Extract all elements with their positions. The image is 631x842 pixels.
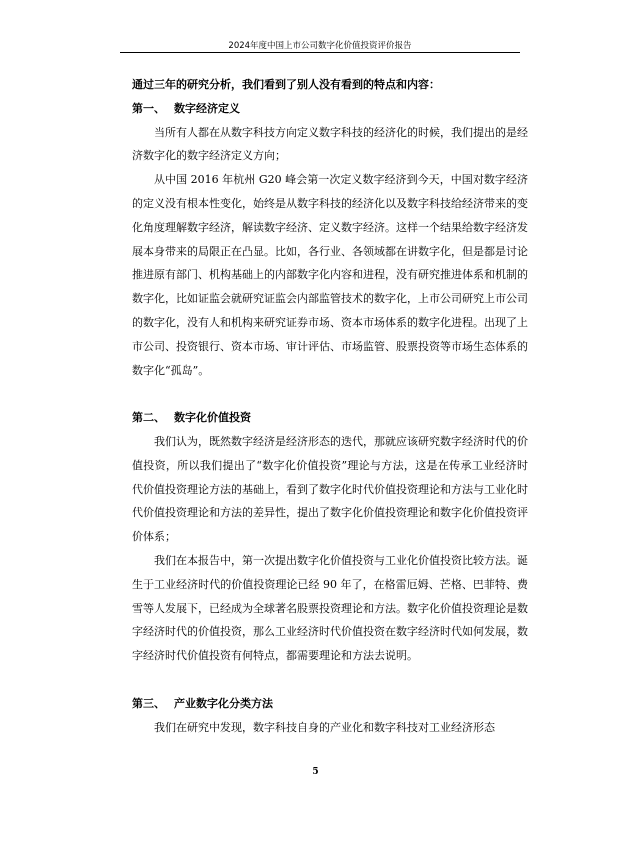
paragraph: 我们在研究中发现，数字科技自身的产业化和数字科技对工业经济形态 [154, 720, 495, 734]
section-number: 第三、 [132, 696, 165, 710]
section-spacer [132, 382, 528, 406]
section-number: 第一、 [132, 101, 165, 115]
section-spacer [132, 668, 528, 692]
section-heading [132, 406, 528, 430]
header-title: 2024年度中国上市公司数字化价值投资评价报告 [228, 41, 412, 51]
document-body [132, 73, 528, 739]
section-title: 数字化价值投资 [174, 411, 251, 425]
section-title: 产业数字化分类方法 [174, 696, 273, 710]
paragraph: 我们认为，既然数字经济是经济形态的迭代，那就应该研究数字经济时代的价值投资，所以我们提出了“数字化价值投资”理论与方法，这是在传承工业经济时代价值投资理论方法的基础上，看到了数字化时代价值投资理论和方法与工业化时代价值投资理论和方法的差异性，提出了数字化价值投资理论和数字化价值投资评价体系； [132, 434, 528, 544]
section-2 [132, 406, 528, 668]
section-heading [132, 97, 528, 121]
section-1 [132, 97, 528, 383]
intro-statement: 通过三年的研究分析，我们看到了别人没有看到的特点和内容： [132, 78, 440, 91]
section-3 [132, 692, 528, 740]
section-heading [132, 692, 528, 716]
page-number: 5 [312, 767, 319, 777]
section-title: 数字经济定义 [174, 101, 240, 115]
section-number: 第二、 [132, 411, 165, 425]
paragraph: 当所有人都在从数字科技方向定义数字科技的经济化的时候，我们提出的是经济数字化的数字经济定义方向； [132, 125, 528, 163]
paragraph: 我们在本报告中，第一次提出数字化价值投资与工业化价值投资比较方法。诞生于工业经济时代的价值投资理论已经 90 年了，在格雷厄姆、芒格、巴菲特、费雪等人发展下，已经成为全球著名股票投资理论和方法。数字化价值投资理论是数字经济时代的价值投资，那么工业经济时代价值投资在数字经济时代如何发展，数字经济时代价值投资有何特点，都需要理论和方法去说明。 [132, 553, 528, 663]
page-header [120, 30, 520, 53]
paragraph: 从中国 2016 年杭州 G20 峰会第一次定义数字经济到今天，中国对数字经济的定义没有根本性变化，始终是从数字科技的经济化以及数字科技给经济带来的变化角度理解数字经济，解读数字经济、定义数字经济。这样一个结果给数字经济发展本身带来的局限正在凸显。比如，各行业、各领域都在讲数字化，但是都是讨论推进原有部门、机构基础上的内部数字化内容和进程，没有研究推进体系和机制的数字化，比如证监会就研究证监会内部监管技术的数字化，上市公司研究上市公司的数字化，没有人和机构来研究证券市场、资本市场体系的数字化进程。出现了上市公司、投资银行、资本市场、审计评估、市场监管、股票投资等市场生态体系的数字化“孤岛”。 [132, 173, 528, 377]
